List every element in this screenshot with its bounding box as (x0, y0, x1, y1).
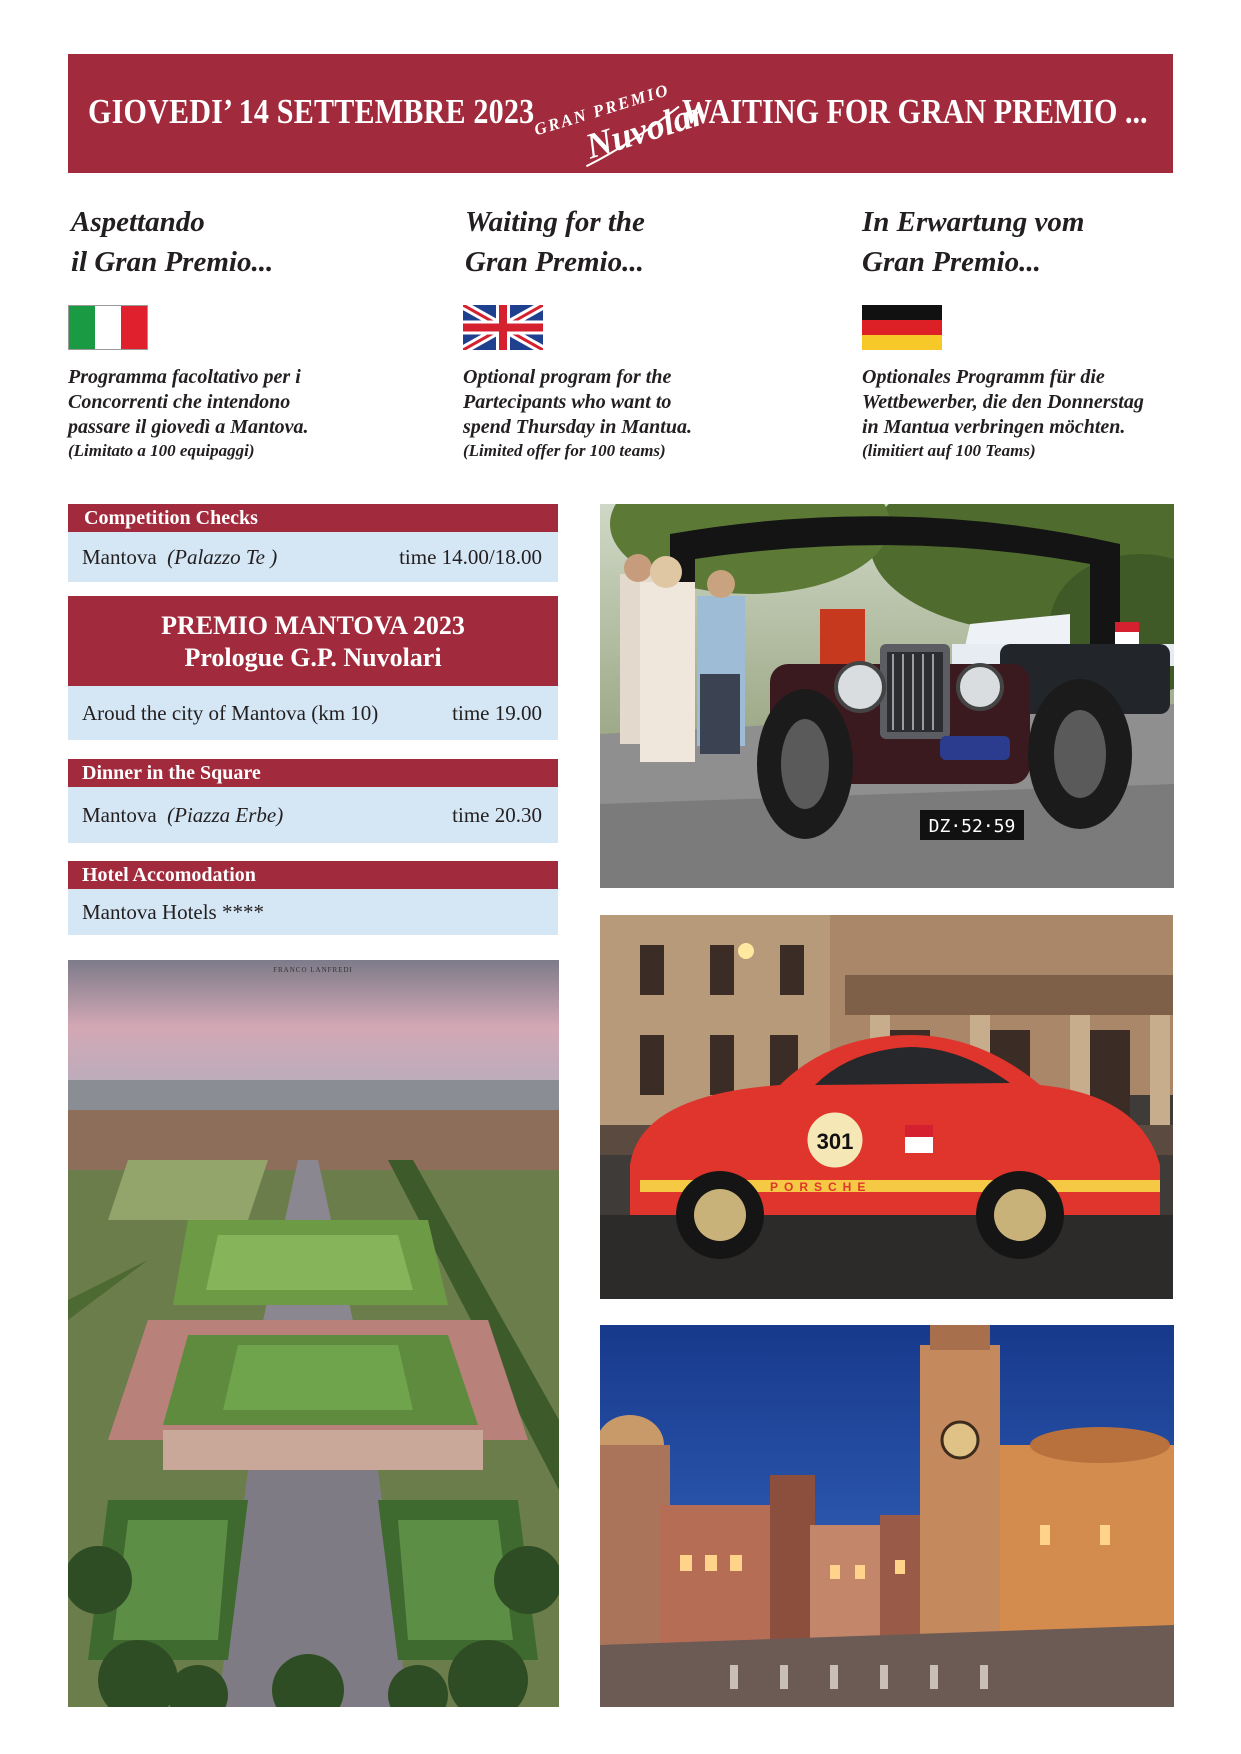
piazza-erbe-photo (600, 1325, 1174, 1707)
checks-venue: (Palazzo Te ) (167, 544, 278, 569)
premio-title-line2: Prologue G.P. Nuvolari (184, 643, 442, 672)
intro-title-de-line1: In Erwartung vom (862, 206, 1085, 238)
checks-title: Competition Checks (84, 507, 258, 529)
dinner-time: time 20.30 (452, 802, 542, 827)
intro-title-it-line2: il Gran Premio... (71, 246, 274, 278)
intro-title-en (465, 202, 645, 282)
hotel-title-bar (68, 861, 558, 889)
intro-text-de-line3: in Mantua verbringen möchten. (862, 416, 1126, 438)
intro-text-en-line3: spend Thursday in Mantua. (463, 416, 692, 438)
intro-title-it (71, 202, 273, 282)
checks-place: Mantova (82, 544, 157, 569)
intro-text-it-line1: Programma facoltativo per i (68, 366, 301, 388)
intro-title-en-line1: Waiting for the (465, 206, 645, 238)
intro-title-de (862, 202, 1084, 282)
event-date: GIOVEDI’ 14 SETTEMBRE 2023 (88, 92, 535, 131)
header-banner (68, 54, 1173, 173)
intro-note-de: (limitiert auf 100 Teams) (862, 441, 1036, 460)
intro-text-en (463, 365, 692, 462)
hotel-text: Mantova Hotels **** (82, 899, 264, 924)
intro-title-it-line1: Aspettando (71, 206, 205, 238)
premio-time: time 19.00 (452, 700, 542, 725)
flag-uk-icon (463, 305, 543, 350)
car2-number-text: 301 (816, 1129, 854, 1154)
intro-note-it: (Limitato a 100 equipaggi) (68, 441, 255, 460)
premio-title-box (68, 596, 558, 686)
intro-note-en: (Limited offer for 100 teams) (463, 441, 666, 460)
intro-text-it (68, 365, 309, 462)
hotel-row (68, 889, 558, 935)
car1-plate-text: DZ·52·59 (928, 816, 1016, 837)
intro-text-de-line2: Wettbewerber, die den Donnerstag (862, 391, 1144, 413)
hotel-title: Hotel Accomodation (82, 864, 256, 886)
intro-text-it-line3: passare il giovedì a Mantova. (68, 416, 309, 438)
gran-premio-nuvolari-logo (500, 60, 700, 170)
dinner-place: Mantova (82, 802, 157, 827)
logo-script-text: Nuvolari (581, 89, 700, 167)
dinner-title: Dinner in the Square (82, 762, 261, 784)
car2-brand-text: PORSCHE (770, 1180, 872, 1194)
intro-text-en-line2: Partecipants who want to (463, 391, 672, 413)
flag-germany-icon (862, 305, 942, 350)
checks-time: time 14.00/18.00 (399, 544, 542, 569)
dinner-row (68, 787, 558, 843)
dinner-venue: (Piazza Erbe) (167, 802, 284, 827)
vintage-car-photo (600, 504, 1174, 888)
checks-row (68, 532, 558, 582)
premio-route: Aroud the city of Mantova (km 10) (82, 700, 379, 725)
porsche-photo (600, 915, 1173, 1299)
checks-title-bar (68, 504, 558, 532)
intro-title-en-line2: Gran Premio... (465, 246, 644, 278)
intro-title-de-line2: Gran Premio... (862, 246, 1041, 278)
waiting-title: WAITING FOR GRAN PREMIO ... (682, 92, 1148, 131)
aerial-credit-text: FRANCO LANFREDI (273, 966, 353, 974)
premio-row (68, 686, 558, 740)
checks-place-wrap (82, 545, 277, 570)
dinner-place-wrap (82, 803, 283, 828)
intro-text-de (862, 365, 1144, 462)
intro-text-it-line2: Concorrenti che intendono (68, 391, 291, 413)
logo-top-text: GRAN PREMIO (531, 80, 672, 140)
flag-italy-icon (68, 305, 148, 350)
dinner-title-bar (68, 759, 558, 787)
premio-title-line1: PREMIO MANTOVA 2023 (161, 611, 465, 640)
intro-text-en-line1: Optional program for the (463, 366, 672, 388)
intro-text-de-line1: Optionales Programm für die (862, 366, 1105, 388)
aerial-palazzo-te-photo (68, 960, 559, 1707)
